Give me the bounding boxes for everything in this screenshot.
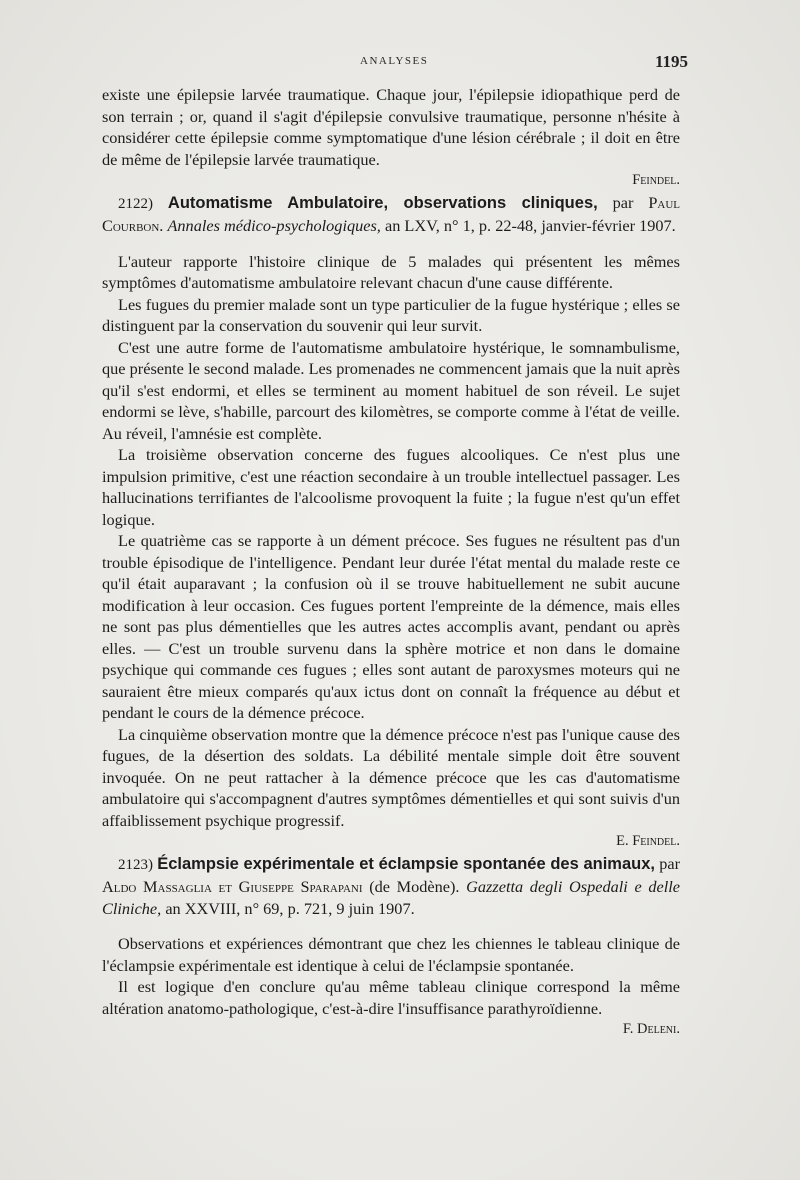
article-2123-body [102,933,680,1019]
article-2123-title: Éclampsie expérimentale et éclampsie spontanée des animaux, [157,854,655,873]
article-2123-authors: Aldo Massaglia et Giuseppe Sparapani [102,877,363,896]
article-2122-paragraph: La troisième observation concerne des fugues alcooliques. Ce n'est plus une impulsion primitive, c'est une réaction secondaire à un trouble intellectuel passager. Les hallucinations terrifiantes de l'alcoolisme provoquent la fuite ; la fugue n'est qu'un effet logique. [102,445,680,529]
page-number: 1195 [654,52,688,71]
article-2122-number: 2122) [118,195,153,212]
article-2123-ref: an XXVIII, n° 69, p. 721, 9 juin 1907. [165,898,415,918]
article-2122-author: Paul Courbon. [102,192,680,235]
article-2123-paragraph: Il est logique d'en conclure qu'au même tableau clinique correspond la même altération anatomo-pathologique, c'est-à-dire l'insuffisance parathyroïdienne. [102,977,680,1018]
article-2123-place: (de Modène). [369,877,460,896]
article-2122-paragraph: C'est une autre forme de l'automatisme ambulatoire hystérique, le somnambulisme, que présente le second malade. Les promenades ne commencent jamais que la nuit après qu'il s'est endormi, et elles se terminent au moment habituel de son réveil. Le sujet endormi se lève, s'habille, parcourt des kilomètres, se comporte comme à l'état de veille. Au réveil, l'amnésie est complète. [102,337,680,443]
article-2123-heading [102,853,680,920]
article-2122-paragraph: Le quatrième cas se rapporte à un dément précoce. Ses fugues ne résultent pas d'un trouble épisodique de l'intelligence. Pendant leur durée l'état mental du malade reste ce qu'il était auparavant ; la confusion où il se trouve habituellement ne subit aucune modification à leur occasion. Ces fugues portent l'empreinte de la démence, mais elles ne sont pas plus démentielles que les autres actes accomplis avant, pendant ou après elles. — C'est un trouble survenu dans la sphère motrice et non dans le domaine psychique qui commande ces fugues ; elles sont autant de paroxysmes moteurs qui ne sauraient être mieux comparés qu'aux ictus dont on connaît la fréquence au début et pendant le cours de la démence précoce. [102,531,680,722]
article-2122-paragraph: La cinquième observation montre que la démence précoce n'est pas l'unique cause des fugues, de la désertion des soldats. La débilité mentale simple doit être souvent invoquée. On ne peut rattacher à la démence précoce que les cas d'automatisme ambulatoire qui s'accompagnent d'autres symptômes démentielles et qui sont suivis d'un affaiblissement psychique progressif. [102,724,680,830]
article-2123-par: par [659,853,680,873]
page-body [102,84,680,1041]
article-2122-heading [102,192,680,237]
article-2122-title: Automatisme Ambulatoire, observations cliniques, [167,193,598,212]
article-2123 [102,853,680,1041]
article-2122-paragraph: Les fugues du premier malade sont un type particulier de la fugue hystérique ; elles se distinguent par la conservation du souvenir qui leur survit. [102,294,680,335]
article-2122-journal: Annales médico-psychologiques, [167,216,381,235]
intro-paragraph: existe une épilepsie larvée traumatique. Chaque jour, l'épilepsie idiopathique perd de son terrain ; or, quand il s'agit d'épilepsie convulsive traumatique, personne n'hésite à considérer cette épilepsie comme symptomatique d'une lésion cérébrale ; il doit en être de même de l'épilepsie larvée traumatique. [102,85,680,169]
intro-signature: Feindel. [632,172,680,188]
article-2123-number: 2123) [118,856,153,873]
article-2122-body [102,251,680,832]
running-head-title: ANALYSES [360,55,429,67]
running-head [0,52,800,75]
article-2123-paragraph: Observations et expériences démontrant que chez les chiennes le tableau clinique de l'éclampsie expérimentale est identique à celui de l'éclampsie spontanée. [102,934,680,975]
article-2122 [102,192,680,853]
article-2122-ref: an LXV, n° 1, p. 22-48, janvier-février 1907. [384,216,676,235]
article-2123-journal: Gazzetta degli Ospedali e delle Cliniche, [102,877,680,918]
article-2122-signature: E. Feindel. [616,833,680,849]
article-2122-paragraph: L'auteur rapporte l'histoire clinique de 5 malades qui présentent les mêmes symptômes d'automatisme ambulatoire relevant chacun d'une cause différente. [102,251,680,292]
article-2122-par: par [612,192,634,212]
article-2123-signature: F. Deleni. [622,1021,680,1037]
